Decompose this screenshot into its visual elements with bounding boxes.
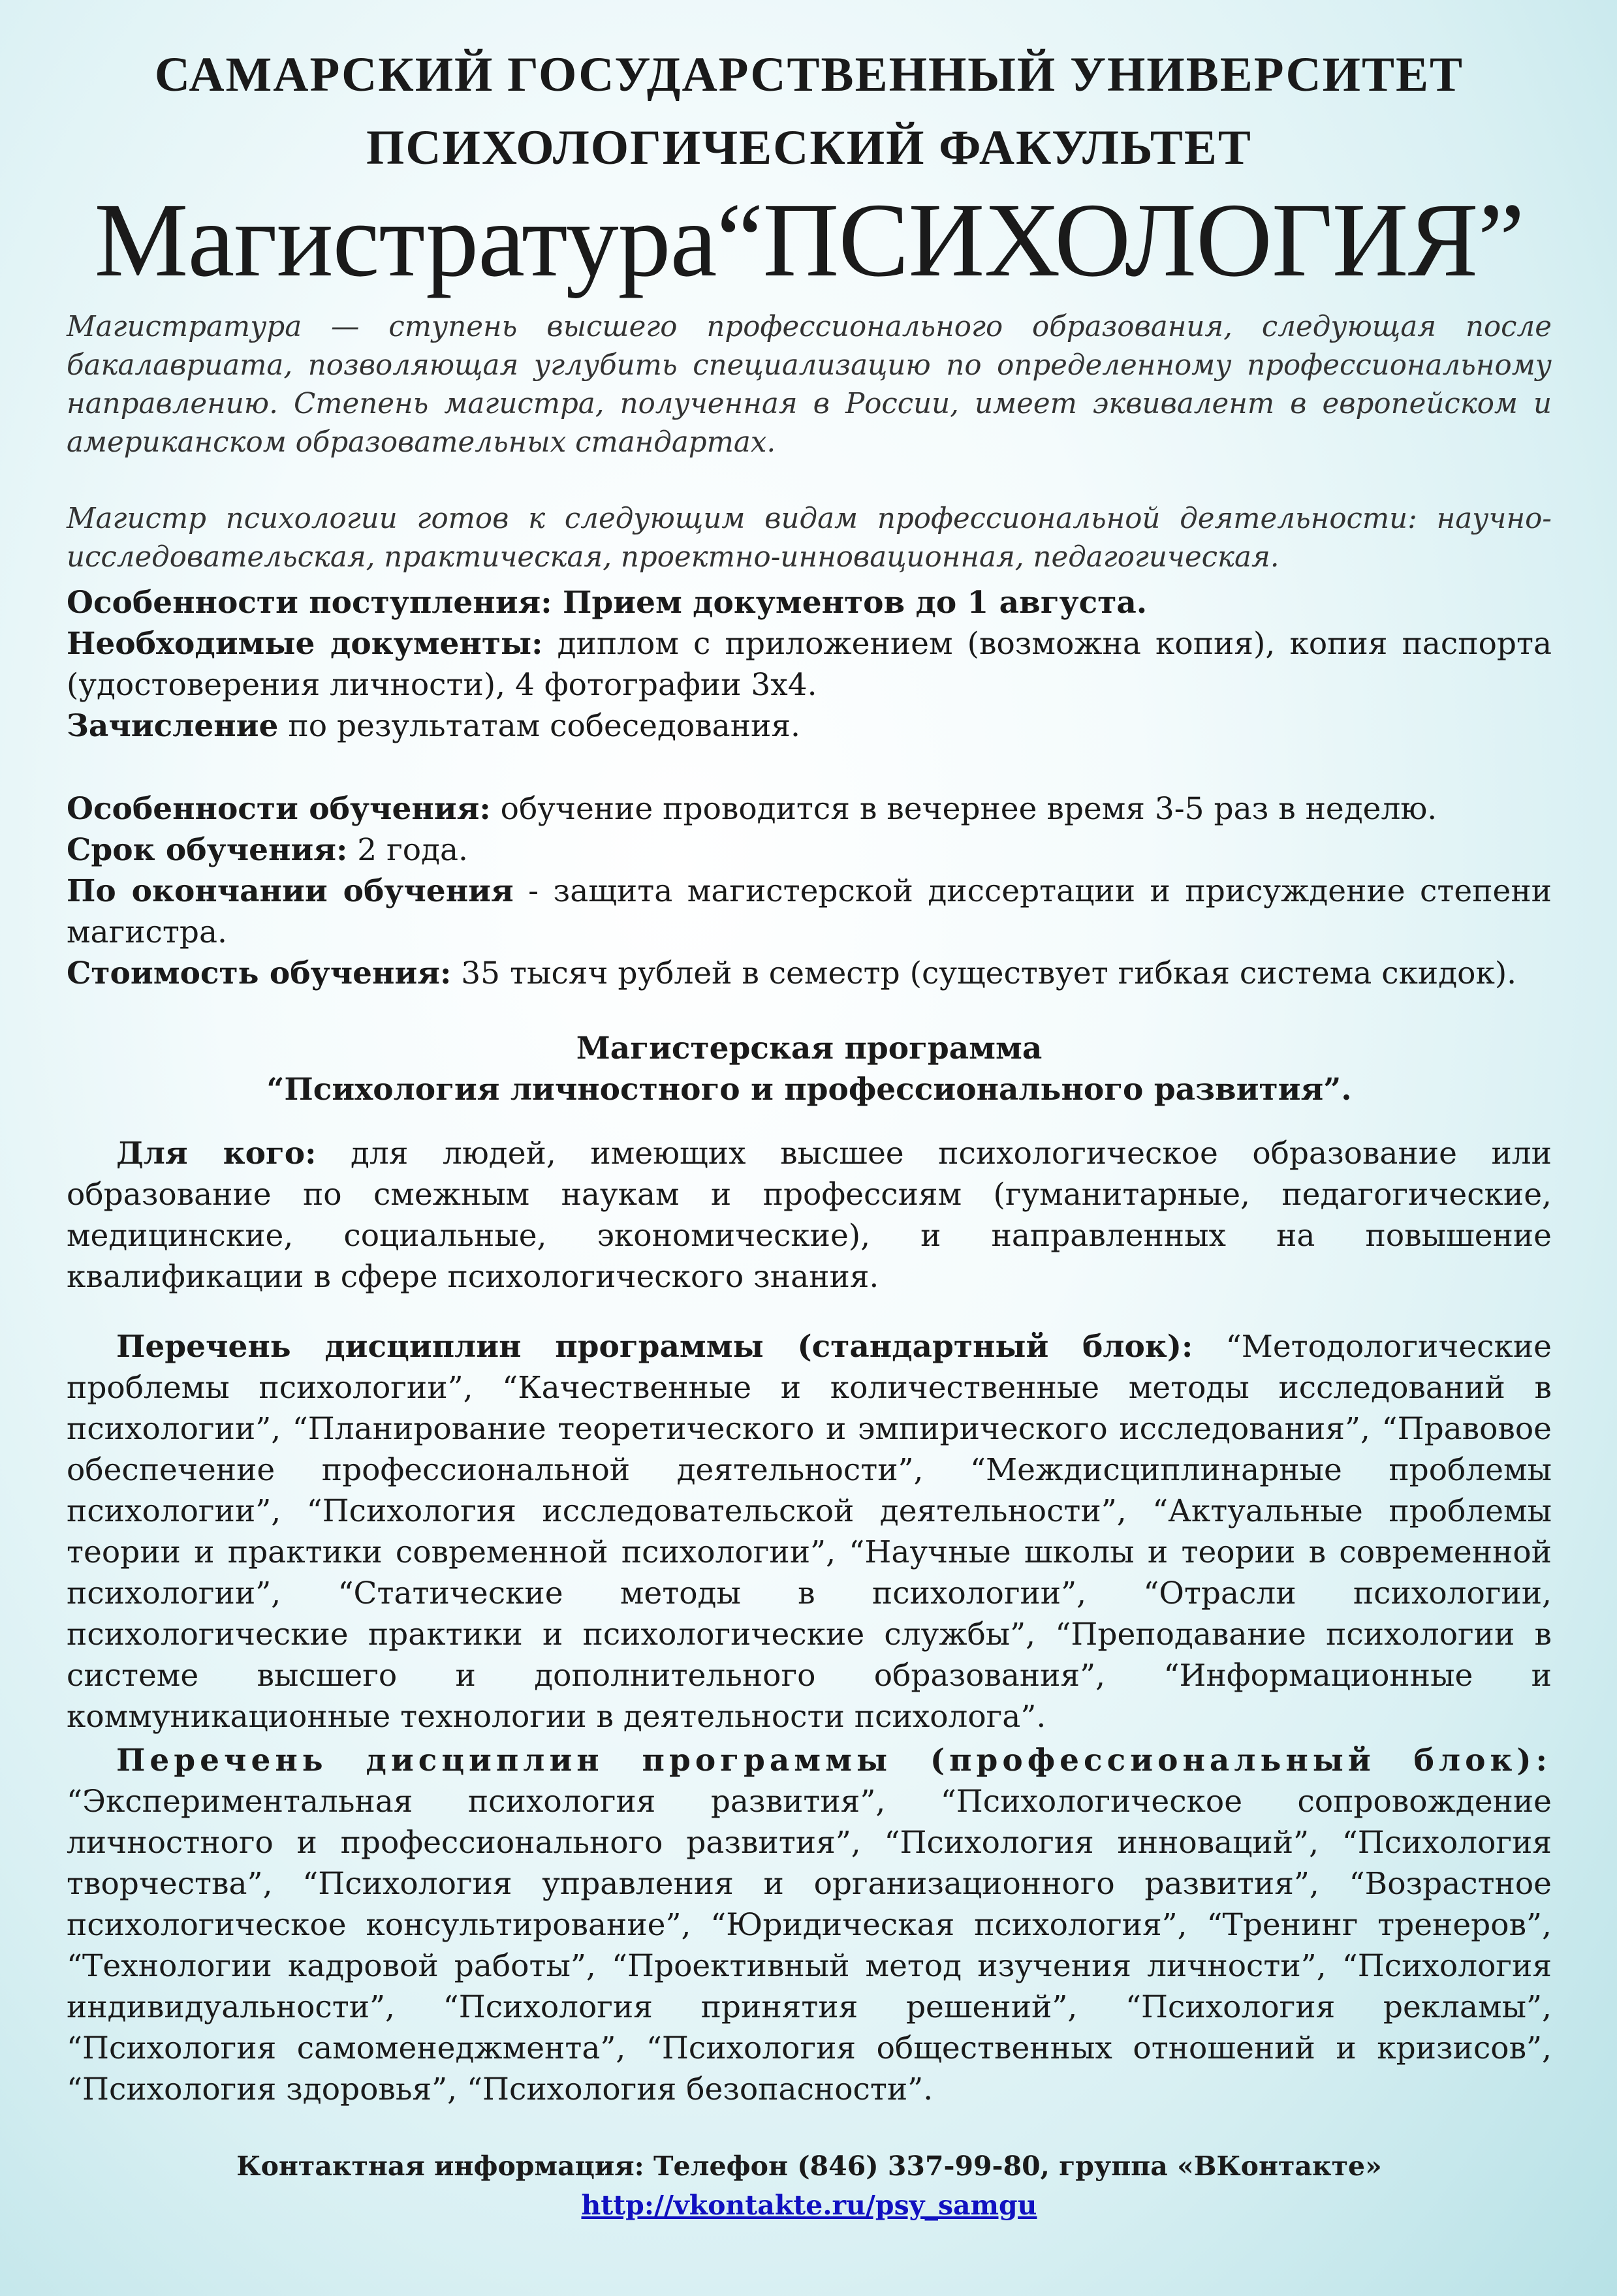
- program-heading: [67, 1028, 1552, 1110]
- spacer: [67, 747, 1552, 788]
- vk-group-link[interactable]: http://vkontakte.ru/psy_samgu: [581, 2190, 1037, 2222]
- admission-features-label: Особенности поступления:: [67, 585, 552, 621]
- standard-block-label: Перечень дисциплин программы (стандартный блок):: [116, 1329, 1193, 1365]
- required-documents-label: Необходимые документы:: [67, 626, 543, 662]
- audience-paragraph: [67, 1133, 1552, 1297]
- study-end-label: По окончании обучения: [67, 873, 514, 910]
- faculty-heading: ПСИХОЛОГИЧЕСКИЙ ФАКУЛЬТЕТ: [366, 121, 1252, 175]
- study-end-value: - защита магистерской диссертации и присуждение степени магистра.: [67, 873, 1552, 951]
- intro-paragraph-1: Магистратура — ступень высшего профессионального образования, следующая после бакалавриата, позволяющая углубить специализацию по определенному профессиональному направлению. Степень магистра, полученная в России, имеет эквивалент в европейском и американском образовательных стандартах.: [67, 311, 1552, 459]
- intro-paragraph-2: Магистр психологии готов к следующим видам профессиональной деятельности: научно-исследовательская, практическая, проектно-инновационная, педагогическая.: [67, 503, 1552, 574]
- professional-block-label: Перечень дисциплин программы (профессиональный блок):: [116, 1743, 1552, 1779]
- study-term-value: 2 года.: [347, 832, 468, 869]
- study-term-label: Срок обучения:: [67, 832, 348, 869]
- standard-block-paragraph: [67, 1326, 1552, 1737]
- required-documents-value: диплом с приложением (возможна копия), копия паспорта (удостоверения личности), 4 фотографии 3х4.: [67, 626, 1552, 704]
- study-features-label: Особенности обучения:: [67, 791, 491, 828]
- study-term: [67, 830, 1552, 871]
- audience-text: для людей, имеющих высшее психологическое образование или образование по смежным наукам и профессиям (гуманитарные, педагогические, медицинские, социальные, экономические), и направленных на повышение квалификации в сфере психологического знания.: [67, 1136, 1552, 1295]
- professional-block-paragraph: [67, 1740, 1552, 2110]
- study-features: [67, 788, 1552, 830]
- enrollment-value: по результатам собеседования.: [278, 708, 800, 745]
- program-name: “Психология личностного и профессионального развития”.: [266, 1072, 1352, 1108]
- audience-label: Для кого:: [116, 1136, 317, 1172]
- university-heading: САМАРСКИЙ ГОСУДАРСТВЕННЫЙ УНИВЕРСИТЕТ: [154, 48, 1464, 102]
- page-title: Магистратура“ПСИХОЛОГИЯ”: [94, 182, 1524, 299]
- enrollment: [67, 706, 1552, 747]
- study-cost-value: 35 тысяч рублей в семестр (существует гибкая система скидок).: [451, 955, 1517, 992]
- admission-features: [67, 582, 1552, 623]
- professional-block-text: “Экспериментальная психология развития”, “Психологическое сопровождение личностного и профессионального развития”, “Психология инноваций”, “Психология творчества”, “Психология управления и организационного развития”, “Возрастное психологическое консультирование”, “Юридическая психология”, “Тренинг тренеров”, “Технологии кадровой работы”, “Проективный метод изучения личности”, “Психология индивидуальности”, “Психология принятия решений”, “Психология рекламы”, “Психология самоменеджмента”, “Психология общественных отношений и кризисов”, “Психология здоровья”, “Психология безопасности”.: [67, 1784, 1552, 2108]
- enrollment-label: Зачисление: [67, 708, 279, 745]
- admission-features-value: Прием документов до 1 августа.: [552, 585, 1148, 621]
- required-documents: [67, 623, 1552, 706]
- document-page: [67, 46, 1552, 2225]
- study-cost: [67, 953, 1552, 994]
- standard-block-text: “Методологические проблемы психологии”, “Качественные и количественные методы исследований в психологии”, “Планирование теоретического и эмпирического исследования”, “Правовое обеспечение профессиональной деятельности”, “Междисциплинарные проблемы психологии”, “Психология исследовательской деятельности”, “Актуальные проблемы теории и практики современной психологии”, “Научные школы и теории в современной психологии”, “Статические методы в психологии”, “Отрасли психологии, психологические практики и психологические службы”, “Преподавание психологии в системе высшего и дополнительного образования”, “Информационные и коммуникационные технологии в деятельности психолога”.: [67, 1329, 1552, 1735]
- study-features-value: обучение проводится в вечернее время 3-5 раз в неделю.: [490, 791, 1437, 828]
- study-cost-label: Стоимость обучения:: [67, 955, 452, 992]
- program-title: Магистерская программа: [576, 1031, 1043, 1067]
- study-end: [67, 871, 1552, 953]
- admission-section: [67, 582, 1552, 994]
- contact-info: Контактная информация: Телефон (846) 337-99-80, группа «ВКонтакте»: [236, 2150, 1382, 2182]
